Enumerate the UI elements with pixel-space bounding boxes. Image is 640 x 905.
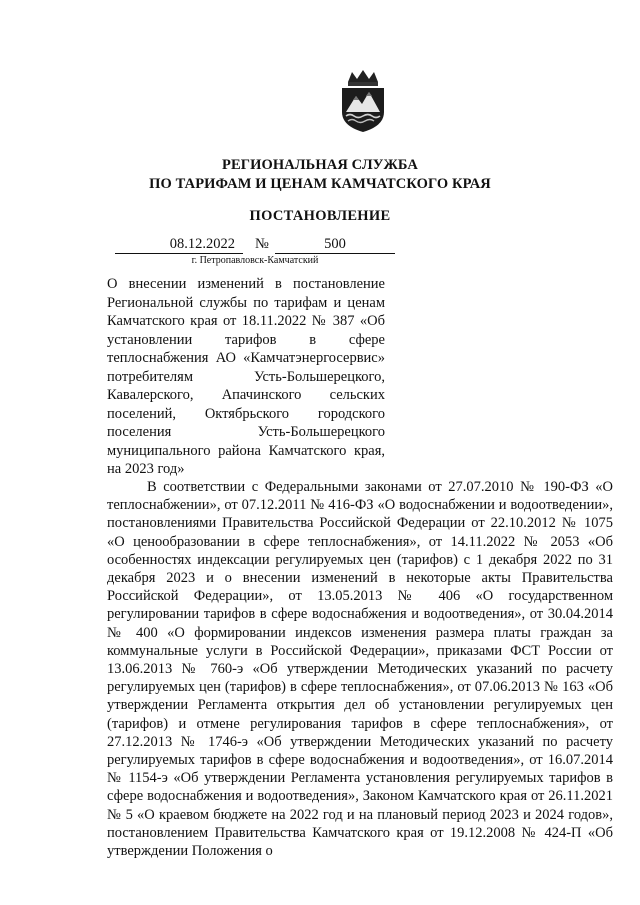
document-type: ПОСТАНОВЛЕНИЕ bbox=[249, 208, 391, 224]
city-label: г. Петропавловск-Камчатский bbox=[191, 255, 319, 266]
document-number: 500 bbox=[275, 236, 395, 254]
body-paragraph: В соответствии с Федеральными законами от 27.07.2010 № 190-ФЗ «О теплоснабжении», от 07.12.2011 № 416-ФЗ «О водоснабжении и водоотведении», постановлениями Правительства Российской Федерации от 22.10.2012 № 1075 «О ценообразовании в сфере теплоснабжения», от 14.11.2022 № 2053 «Об особенностях индексации регулируемых цен (тарифов) с 1 декабря 2022 по 31 декабря 2023 и о внесении изменений в некоторые акты Правительства Российской Федерации», от 13.05.2013 № 406 «О государственном регулировании тарифов в сфере водоснабжения и водоотведения», от 30.04.2014 № 400 «О формировании индексов изменения размера платы граждан за коммунальные услуги в Российской Федерации», приказами ФСТ России от 13.06.2013 № 760-э «Об утверждении Методических указаний по расчету регулируемых цен (тарифов) в сфере теплоснабжения», от 07.06.2013 № 163 «Об утверждении Регламента открытия дел об установлении регулируемых цен (тарифов) и отмене регулирования тарифов в сфере теплоснабжения», от 27.12.2013 № 1746-э «Об утверждении Методических указаний по расчету регулируемых тарифов в сфере водоснабжения и водоотведения», от 16.07.2014 № 1154-э «Об утверждении Регламента установления регулируемых тарифов в сфере водоснабжения и водоотведения», Законом Камчатского края от 26.11.2021 № 5 «О краевом бюджете на 2022 год и на плановый период 2023 и 2024 годов», постановлением Правительства Камчатского края от 19.12.2008 № 424-П «Об утверждении Положения о bbox=[107, 479, 613, 860]
coat-of-arms-icon bbox=[338, 68, 388, 134]
document-subject: О внесении изменений в постановление Региональной службы по тарифам и ценам Камчатского края от 18.11.2022 № 387 «Об установлении тарифов в сфере теплоснабжения АО «Камчатэнергосервис» потребителям Усть-Большерецкого, Кавалерского, Апачинского сельских поселений, Октябрьского городского поселения Усть-Большерецкого муниципального района Камчатского края, на 2023 год» bbox=[107, 276, 385, 477]
document-date: 08.12.2022 bbox=[115, 236, 243, 254]
organization-title-line-1: РЕГИОНАЛЬНАЯ СЛУЖБА bbox=[222, 157, 418, 173]
organization-title bbox=[0, 156, 640, 194]
date-number-line bbox=[115, 236, 395, 254]
number-sign: № bbox=[255, 236, 269, 252]
organization-title-line-2: ПО ТАРИФАМ И ЦЕНАМ КАМЧАТСКОГО КРАЯ bbox=[149, 176, 491, 192]
